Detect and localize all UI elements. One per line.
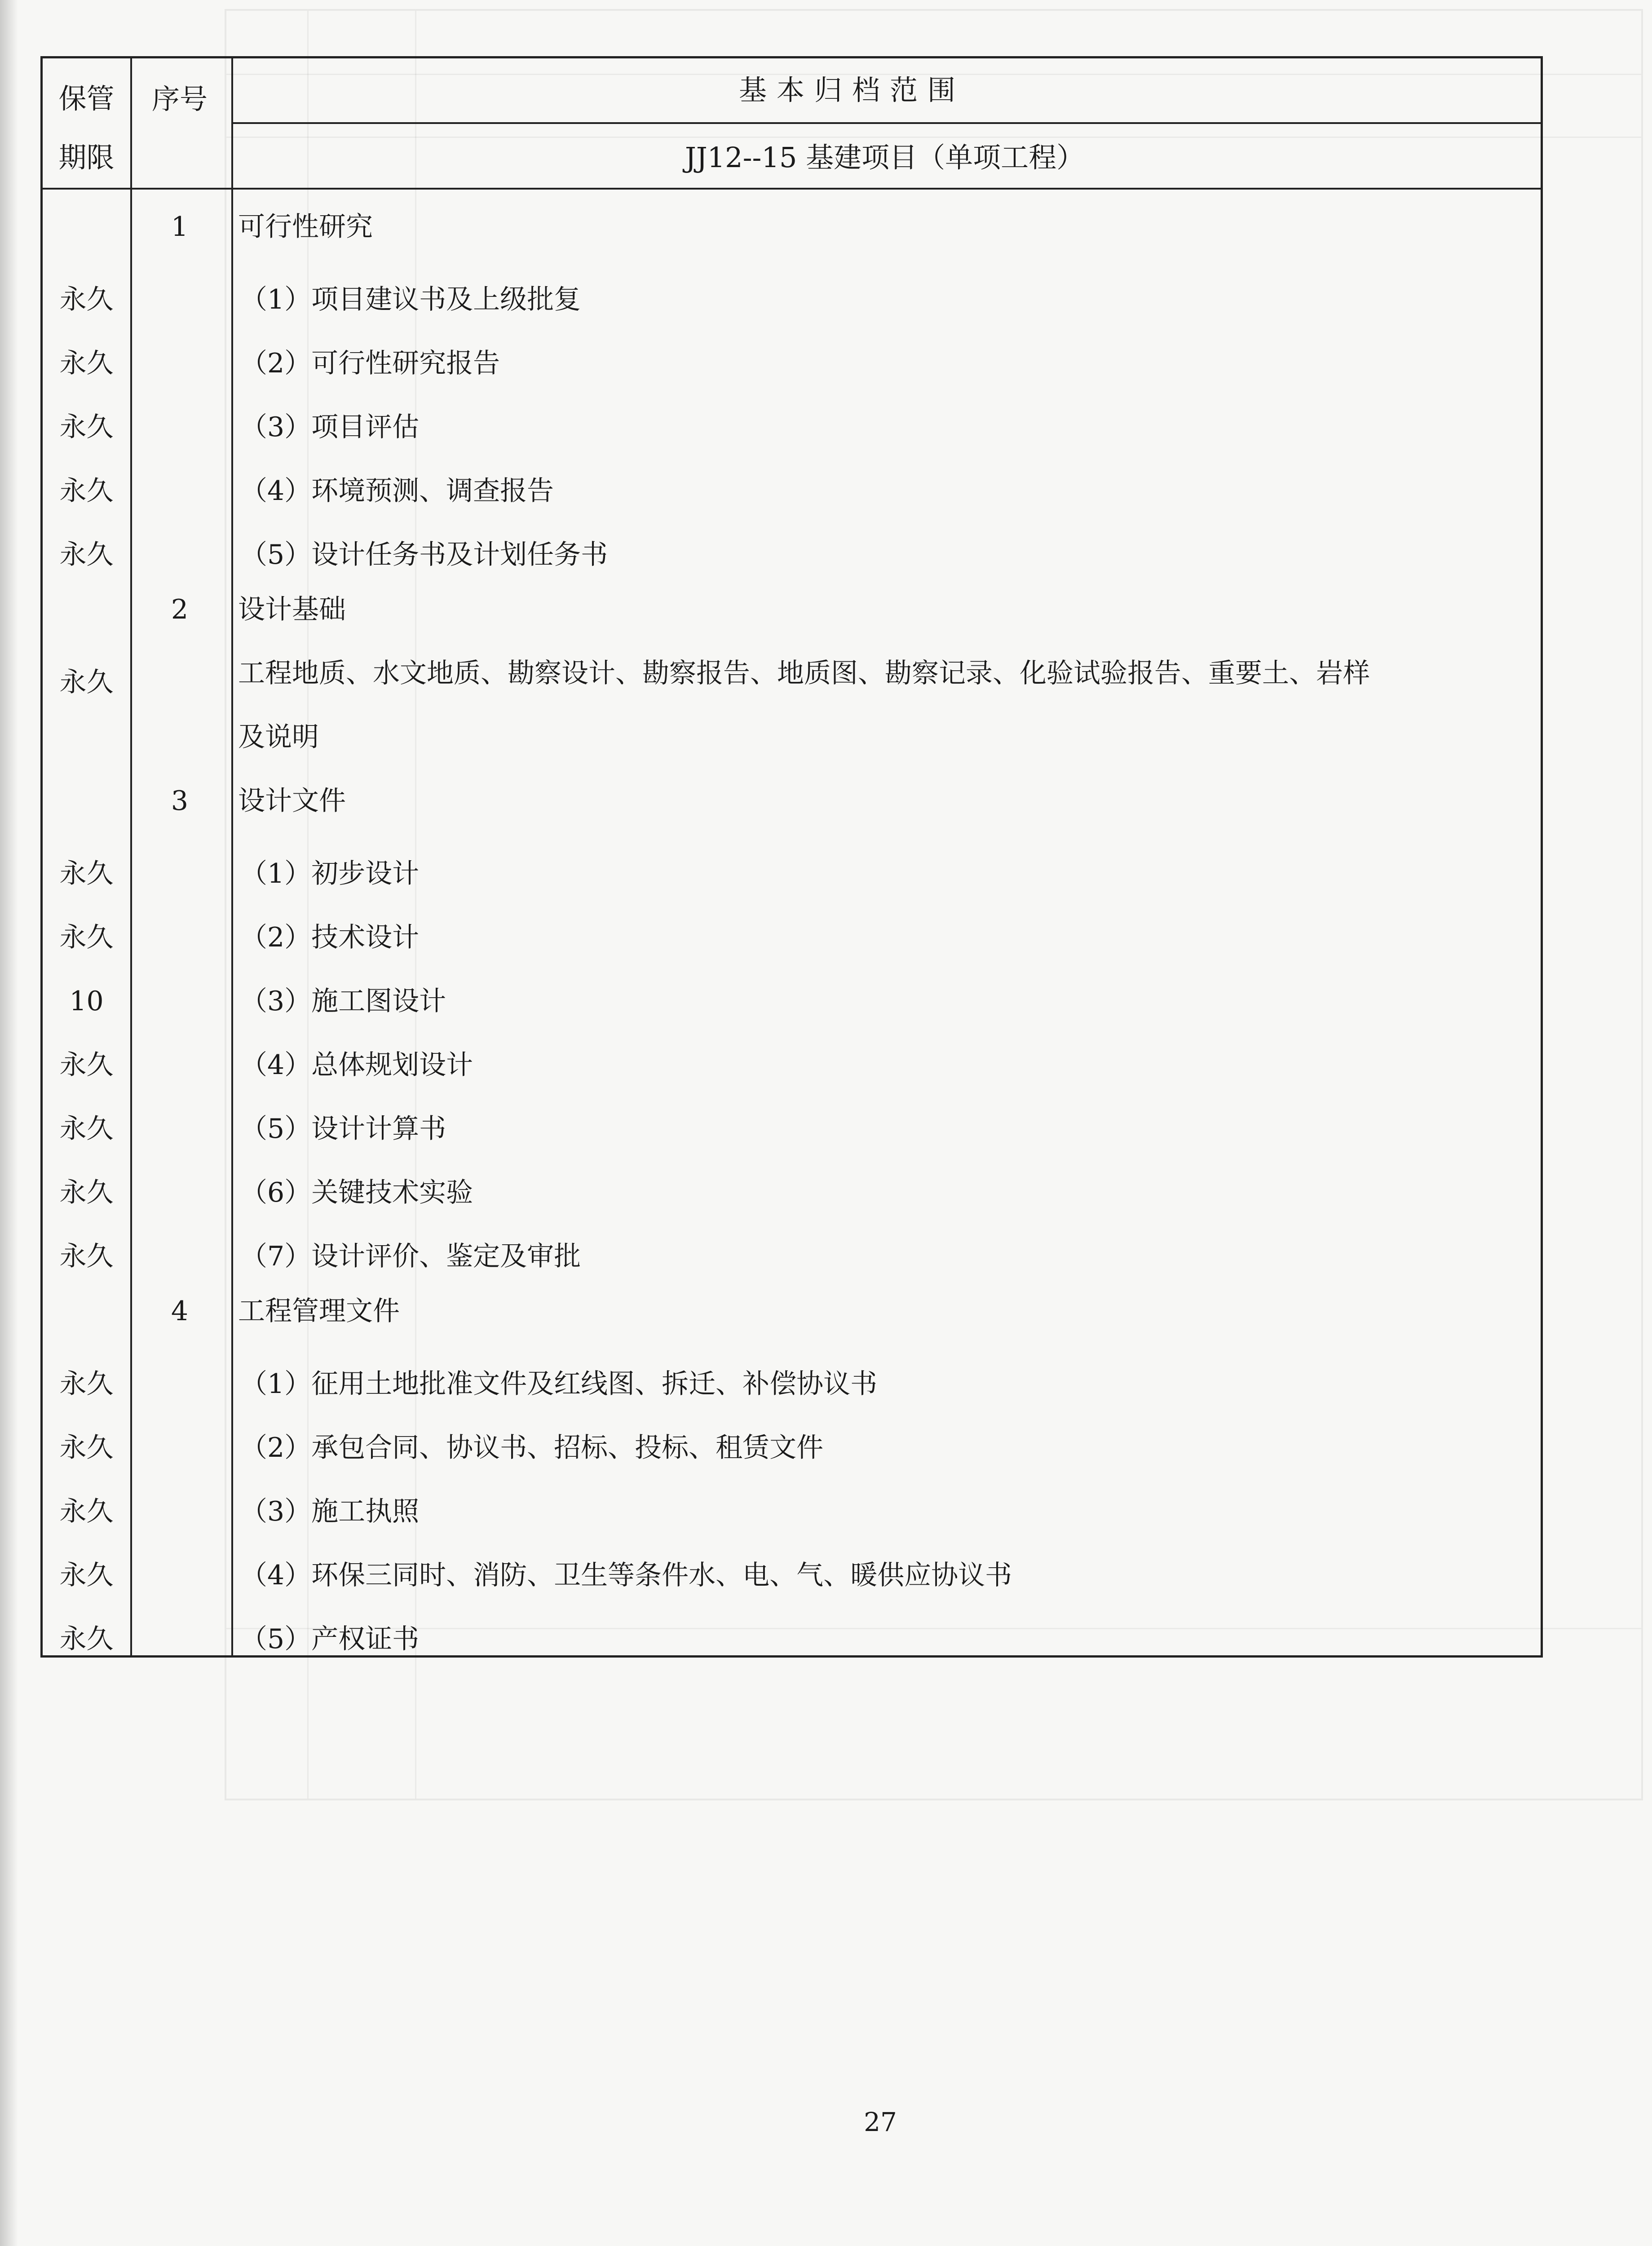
row-retention-period: 永久	[59, 284, 114, 315]
row-retention-period: 永久	[59, 1560, 114, 1591]
row-scope-content: （4）总体规划设计	[240, 1049, 473, 1081]
row-sequence-number: 1	[171, 211, 189, 243]
row-retention-period: 永久	[59, 1496, 114, 1527]
row-retention-period: 永久	[59, 922, 114, 953]
row-retention-period: 永久	[59, 1368, 114, 1400]
row-retention-period: 永久	[59, 1049, 114, 1081]
row-retention-period: 永久	[59, 858, 114, 889]
row-retention-period: 永久	[59, 1432, 114, 1463]
row-scope-content: （5）设计计算书	[240, 1113, 446, 1145]
row-scope-content: （2）可行性研究报告	[240, 348, 500, 379]
row-retention-period: 永久	[59, 348, 114, 379]
row-retention-period: 永久	[59, 475, 114, 507]
row-retention-period: 永久	[59, 1623, 114, 1655]
column-divider-period	[130, 58, 132, 1655]
row-sequence-number: 2	[171, 594, 189, 625]
row-sequence-number: 4	[171, 1295, 189, 1327]
header-category: JJ12--15 基建项目（单项工程）	[685, 141, 1085, 174]
row-scope-content: （4）环境预测、调查报告	[240, 475, 554, 507]
row-retention-period: 永久	[59, 667, 114, 698]
row-scope-content: （3）施工执照	[240, 1496, 420, 1527]
row-retention-period: 永久	[59, 539, 114, 570]
row-scope-content: （4）环保三同时、消防、卫生等条件水、电、气、暖供应协议书	[240, 1560, 1012, 1591]
row-scope-content: （1）征用土地批准文件及红线图、拆迁、补偿协议书	[240, 1368, 878, 1400]
row-scope-content: （3）项目评估	[240, 411, 420, 443]
page-number: 27	[864, 2107, 897, 2137]
row-scope-content: （7）设计评价、鉴定及审批	[240, 1241, 581, 1272]
header-title-divider	[231, 122, 1541, 124]
row-retention-period: 永久	[59, 1177, 114, 1208]
header-bottom-divider	[43, 188, 1541, 190]
row-scope-content: （5）设计任务书及计划任务书	[240, 539, 608, 570]
column-divider-seq	[231, 58, 233, 1655]
header-period-line2: 期限	[58, 141, 115, 174]
header-period-line1: 保管	[58, 82, 115, 115]
row-retention-period: 10	[69, 986, 104, 1017]
row-scope-content: 工程地质、水文地质、勘察设计、勘察报告、地质图、勘察记录、化验试验报告、重要土、岩样	[238, 658, 1370, 689]
row-scope-content: （1）初步设计	[240, 858, 420, 889]
row-retention-period: 永久	[59, 1241, 114, 1272]
row-scope-content: （2）承包合同、协议书、招标、投标、租赁文件	[240, 1432, 824, 1463]
row-retention-period: 永久	[59, 411, 114, 443]
row-scope-content: （2）技术设计	[240, 922, 420, 953]
row-scope-content: 工程管理文件	[238, 1295, 400, 1327]
row-scope-content: （5）产权证书	[240, 1623, 420, 1655]
row-scope-content: 可行性研究	[238, 211, 373, 243]
row-sequence-number: 3	[171, 785, 189, 817]
scan-edge-shadow	[0, 0, 18, 2246]
row-scope-content: （3）施工图设计	[240, 986, 446, 1017]
archive-scope-table	[40, 56, 1543, 1658]
header-scope-title: 基本归档范围	[739, 74, 966, 106]
row-scope-content: 及说明	[238, 721, 319, 753]
header-seq: 序号	[151, 83, 208, 115]
row-retention-period: 永久	[59, 1113, 114, 1145]
row-scope-content: （6）关键技术实验	[240, 1177, 473, 1208]
row-scope-content: 设计基础	[238, 594, 346, 625]
row-scope-content: （1）项目建议书及上级批复	[240, 284, 581, 315]
row-scope-content: 设计文件	[238, 785, 346, 817]
